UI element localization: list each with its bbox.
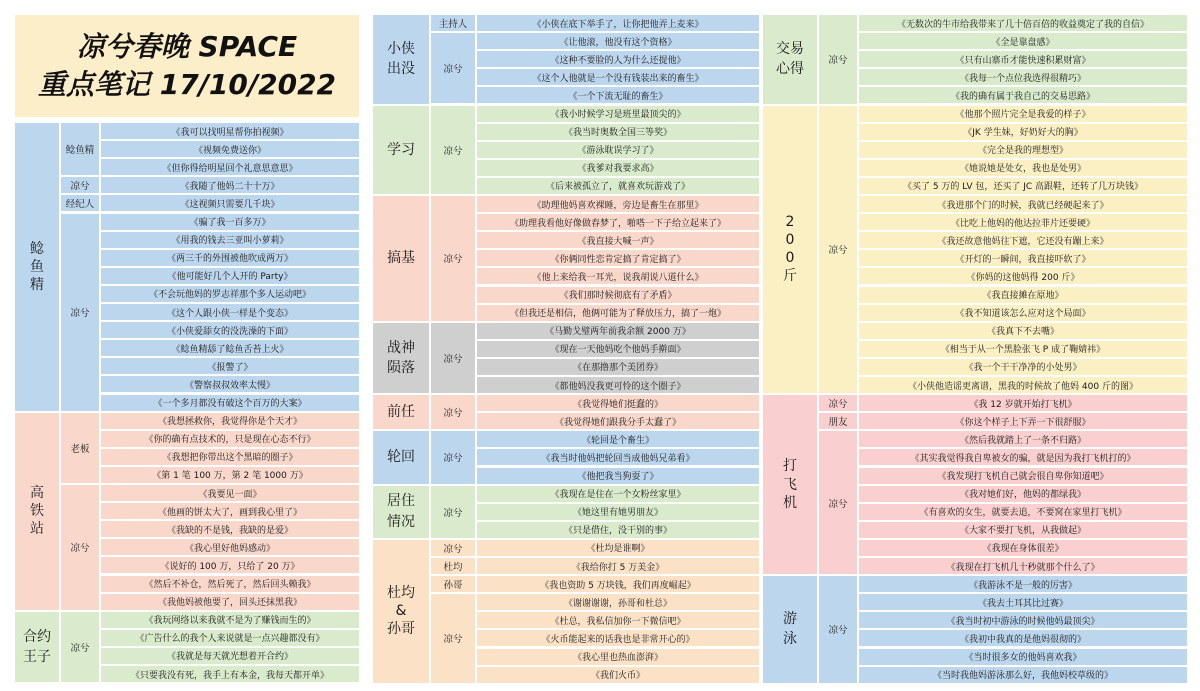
speaker-label: 经纪人	[60, 194, 100, 212]
topic-label: 游 泳	[762, 575, 818, 684]
quote-item: 《我游泳不是一般的厉害》	[858, 575, 1188, 593]
quote-item: 《她说她是处女，我也是处男》	[858, 159, 1188, 177]
quote-item: 《无数次的牛市给我带来了几十倍百倍的收益奠定了我的自信》	[858, 14, 1188, 32]
quote-item: 《小侠在底下举手了，让你把他弄上麦来》	[476, 14, 760, 32]
quote-item: 《两三千的外围被他吹成两万》	[100, 249, 360, 267]
quote-item: 《我还故意他妈往下遮，它还没有蹦上来》	[858, 231, 1188, 249]
quote-item: 《我初中我真的是他妈很彻的》	[858, 629, 1188, 647]
quote-item: 《这个人他就是一个没有钱装出来的畜生》	[476, 68, 760, 86]
quote-item: 《其实我觉得我自卑被女的骗，就是因为我打飞机打的》	[858, 448, 1188, 466]
quote-item: 《后来被孤立了，就喜欢玩游戏了》	[476, 177, 760, 195]
quote-item: 《不会玩他妈的罗志祥那个多人运动吧》	[100, 285, 360, 303]
quote-item: 《她这里有她男朋友》	[476, 503, 760, 521]
quote-item: 《现在一天他妈吃个他妈手擀面》	[476, 340, 760, 358]
quote-item: 《我现在身体很差》	[858, 539, 1188, 557]
quote-item: 《骗了我一百多万》	[100, 213, 360, 231]
topic-label: 鲶 鱼 精	[14, 122, 60, 412]
speaker-label: 孙哥	[430, 575, 476, 593]
quote-item: 《我当时他妈把轮回当成他妈兄弟看》	[476, 448, 760, 466]
quote-item: 《只有山寨币才能快速积累财富》	[858, 50, 1188, 68]
quote-item: 《这种不要脸的人为什么还提他》	[476, 50, 760, 68]
quote-item: 《你妈的这他妈得 200 斤》	[858, 267, 1188, 285]
speaker-label: 凉兮	[430, 322, 476, 394]
speaker-label: 老板	[60, 412, 100, 484]
topic-label: 学习	[372, 105, 430, 196]
quote-item: 《JK 学生妹，好奶好大的胸》	[858, 123, 1188, 141]
topic-label: 小侠 出没	[372, 14, 430, 105]
quote-item: 《第 1 笔 100 万，第 2 笔 1000 万》	[100, 466, 360, 484]
quote-item: 《谢谢谢谢，孙哥和杜总》	[476, 593, 760, 611]
quote-item: 《只是借住，没干别的事》	[476, 521, 760, 539]
quote-item: 《相当于从一个黑脸张飞 P 成了鞠婧祎》	[858, 340, 1188, 358]
quote-item: 《我发现打飞机自己就会很自卑你知道吧》	[858, 467, 1188, 485]
quote-item: 《我去土耳其比过赛》	[858, 593, 1188, 611]
speaker-label: 凉兮	[60, 176, 100, 194]
quote-item: 《助理他妈喜欢裸睡，旁边是畜生在那里》	[476, 195, 760, 213]
quote-item: 《你的确有点技术的，只是现在心态不行》	[100, 430, 360, 448]
quote-item: 《杜均是谁啊》	[476, 539, 760, 557]
quote-item: 《我玩网络以来我就不是为了赚钱而生的》	[100, 611, 360, 629]
topic-label: 杜均 & 孙哥	[372, 539, 430, 684]
quote-item: 《轮回是个畜生》	[476, 430, 760, 448]
quote-item: 《他画的饼太大了，画到我心里了》	[100, 502, 360, 520]
topic-label: 轮回	[372, 430, 430, 484]
speaker-label: 凉兮	[60, 484, 100, 611]
topic-label: 前任	[372, 394, 430, 430]
quote-item: 《有喜欢的女生，就要去追，不要窝在家里打飞机》	[858, 503, 1188, 521]
quote-item: 《一个多月都没有破这个百万的大案》	[100, 394, 360, 412]
quote-item: 《这视频只需要几千块》	[100, 194, 360, 212]
quote-item: 《我当时奥数全国三等奖》	[476, 123, 760, 141]
speaker-label: 凉兮	[818, 105, 858, 395]
speaker-label: 杜均	[430, 557, 476, 575]
quote-item: 《我想拯救你，我觉得你是个天才》	[100, 412, 360, 430]
topic-label: 打 飞 机	[762, 394, 818, 575]
speaker-label: 凉兮	[430, 394, 476, 430]
speaker-label: 凉兮	[60, 611, 100, 683]
title-line-2: 重点笔记 17/10/2022	[37, 68, 337, 101]
title-line-1: 凉兮春晚 SPACE	[76, 30, 298, 64]
quote-item: 《他可能好几个人开的 Party》	[100, 267, 360, 285]
speaker-label: 凉兮	[430, 105, 476, 196]
quote-item: 《我当时初中游泳的时候他妈最顶尖》	[858, 611, 1188, 629]
quote-item: 《我不知道该怎么应对这个局面》	[858, 304, 1188, 322]
quote-item: 《鲶鱼精舔了鲶鱼舌苔上火》	[100, 339, 360, 357]
quote-item: 《让他滚，他没有这个资格》	[476, 32, 760, 50]
quote-item: 《我每一个点位我选得很精巧》	[858, 68, 1188, 86]
quote-item: 《我随了他妈二十十万》	[100, 176, 360, 194]
quote-item: 《在那撸那个美团券》	[476, 358, 760, 376]
quote-item: 《买了 5 万的 LV 包，还买了 JC 高跟鞋，还转了几万块钱》	[858, 177, 1188, 195]
quote-item: 《然后我就踏上了一条不归路》	[858, 430, 1188, 448]
topic-label: 合约 王子	[14, 611, 60, 683]
quote-item: 《我 12 岁就开始打飞机》	[858, 394, 1188, 412]
speaker-label: 主持人	[430, 14, 476, 32]
quote-item: 《他上来给我一耳光，说我胡说八道什么》	[476, 267, 760, 285]
quote-item: 《我爹对我要求高》	[476, 159, 760, 177]
quote-item: 《他把我当狗耍了》	[476, 467, 760, 485]
quote-item: 《我想把你带出这个黑暗的圈子》	[100, 448, 360, 466]
speaker-label: 凉兮	[818, 575, 858, 684]
quote-item: 《大家不要打飞机，从我做起》	[858, 521, 1188, 539]
quote-item: 《火币能起来的话我也是非常开心的》	[476, 629, 760, 647]
quote-item: 《我觉得她们跟我分手太蠢了》	[476, 412, 760, 430]
quote-item: 《广告什么的我个人来说就是一点兴趣都没有》	[100, 629, 360, 647]
page-title	[14, 14, 360, 118]
quote-item: 《游泳耽误学习了》	[476, 141, 760, 159]
quote-item: 《你这个样子上下弄一下很舒服》	[858, 412, 1188, 430]
quote-item: 《然后不补仓，然后死了，然后回头赖我》	[100, 575, 360, 593]
topic-label: 高 铁 站	[14, 412, 60, 611]
speaker-label: 凉兮	[430, 430, 476, 484]
speaker-label: 凉兮	[430, 593, 476, 684]
speaker-label: 凉兮	[430, 32, 476, 104]
quote-item: 《助理我看他好像做春梦了，啪嗒一下子给立起来了》	[476, 213, 760, 231]
topic-label: 交易 心得	[762, 14, 818, 105]
quote-item: 《我直接摊在原地》	[858, 286, 1188, 304]
quote-item: 《我真下不去嘴》	[858, 322, 1188, 340]
topic-label: 2 0 0 斤	[762, 105, 818, 395]
quote-item: 《他那个照片完全是我爱的样子》	[858, 105, 1188, 123]
quote-item: 《全是靠盘感》	[858, 32, 1188, 50]
quote-item: 《马勤戈璧两年前我余额 2000 万》	[476, 322, 760, 340]
quote-item: 《我对她们好，他妈的都绿我》	[858, 485, 1188, 503]
quote-item: 《这个人跟小侠一样是个变态》	[100, 303, 360, 321]
quote-item: 《但你得给明星回个礼意思意思》	[100, 158, 360, 176]
topic-label: 居住 情况	[372, 485, 430, 539]
quote-item: 《视频免费送你》	[100, 140, 360, 158]
quote-item: 《我心里好他妈感动》	[100, 538, 360, 556]
speaker-label: 凉兮	[818, 394, 858, 412]
quote-item: 《你俩同性恋肯定搞了肯定搞了》	[476, 249, 760, 267]
quote-item: 《一个下流无耻的畜生》	[476, 86, 760, 104]
quote-item: 《但我还是相信，他俩可能为了释放压力，搞了一炮》	[476, 304, 760, 322]
quote-item: 《说好的 100 万，只给了 20 万》	[100, 556, 360, 574]
quote-item: 《杜总，我私信加你一下微信吧》	[476, 611, 760, 629]
quote-item: 《我心里也热血澎湃》	[476, 648, 760, 666]
speaker-label: 凉兮	[430, 485, 476, 539]
quote-item: 《我觉得她们挺蠢的》	[476, 394, 760, 412]
quote-item: 《我直接大喊一声》	[476, 231, 760, 249]
quote-item: 《小侠他造谣更离谱，黑我的时候故了他妈 400 斤的图》	[858, 376, 1188, 394]
quote-item: 《我进那个门的时候，我就已经硬起来了》	[858, 195, 1188, 213]
quote-item: 《我们那时候彻底有了矛盾》	[476, 286, 760, 304]
quote-item: 《我小时候学习是班里最顶尖的》	[476, 105, 760, 123]
quote-item: 《都他妈没我更可怜的这个圈子》	[476, 376, 760, 394]
quote-item: 《当时很多女的他妈喜欢我》	[858, 648, 1188, 666]
quote-item: 《我们火币》	[476, 666, 760, 684]
quote-item: 《小侠爱舔女的没洗澡的下面》	[100, 321, 360, 339]
speaker-label: 凉兮	[60, 213, 100, 412]
quote-item: 《我现在打飞机几十秒就那个什么了》	[858, 557, 1188, 575]
quote-item: 《报警了》	[100, 357, 360, 375]
quote-item: 《我现在是住在一个女粉丝家里》	[476, 485, 760, 503]
speaker-label: 凉兮	[818, 430, 858, 575]
quote-item: 《我的确有属于我自己的交易思路》	[858, 86, 1188, 104]
quote-item: 《我给你打 5 万美金》	[476, 557, 760, 575]
quote-item: 《只要我没有死，我手上有本金，我每天都开单》	[100, 665, 360, 683]
quote-item: 《我也资助 5 万块钱，我们再度崛起》	[476, 575, 760, 593]
quote-item: 《当时我他妈游泳那么好，我他妈校草级的》	[858, 666, 1188, 684]
quote-item: 《警察叔叔效率太慢》	[100, 375, 360, 393]
speaker-label: 朋友	[818, 412, 858, 430]
quote-item: 《我他妈被他要了，回头还抹黑我》	[100, 593, 360, 611]
speaker-label: 凉兮	[430, 195, 476, 322]
speaker-label: 鲶鱼精	[60, 122, 100, 176]
quote-item: 《完全是我的理想型》	[858, 141, 1188, 159]
speaker-label: 凉兮	[818, 14, 858, 105]
quote-item: 《开灯的一瞬间，我直接吓软了》	[858, 249, 1188, 267]
topic-label: 战神 陨落	[372, 322, 430, 394]
quote-item: 《我就是每天就光想着开合约》	[100, 647, 360, 665]
quote-item: 《用我的钱去三亚叫小萝莉》	[100, 231, 360, 249]
quote-item: 《我一个干干净净的小处男》	[858, 358, 1188, 376]
quote-item: 《我缺的不是钱，我缺的是爱》	[100, 520, 360, 538]
speaker-label: 凉兮	[430, 539, 476, 557]
topic-label: 搞基	[372, 195, 430, 322]
quote-item: 《我要见一面》	[100, 484, 360, 502]
quote-item: 《我可以找明星帮你拍视频》	[100, 122, 360, 140]
quote-item: 《比吃上他妈的他达拉菲片还要硬》	[858, 213, 1188, 231]
